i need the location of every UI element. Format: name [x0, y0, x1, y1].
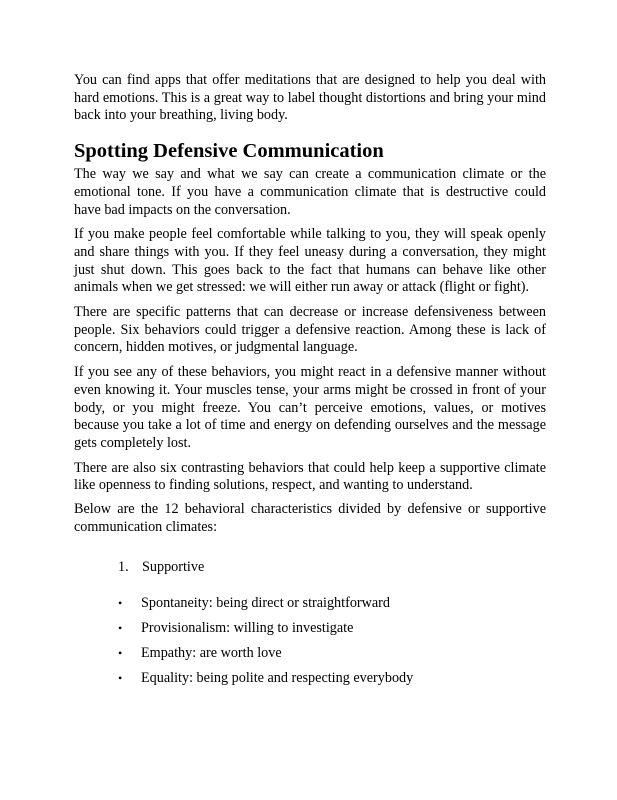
list-item: [74, 594, 546, 612]
bullet-icon: •: [118, 621, 123, 636]
bullet-icon: •: [118, 596, 123, 611]
list-item-text: Supportive: [142, 559, 205, 576]
list-item-text: Spontaneity: being direct or straightforward: [141, 595, 391, 612]
body-paragraph: There are also six contrasting behaviors that could help keep a supportive climate like openness to finding solutions, respect, and wanting to understand.: [74, 459, 546, 494]
section-heading: Spotting Defensive Communication: [74, 140, 384, 163]
bullet-icon: •: [118, 671, 123, 686]
body-paragraph: There are specific patterns that can decrease or increase defensiveness between people. Six behaviors could trigger a defensive reaction. Among these is lack of concern, hidden motives, or judgmental language.: [74, 304, 546, 356]
list-item: [74, 644, 546, 662]
list-item-text: Equality: being polite and respecting everybody: [141, 670, 414, 687]
document-page: [74, 72, 546, 694]
list-item: [74, 558, 546, 576]
bullet-list: [74, 594, 546, 687]
body-paragraph: If you make people feel comfortable while talking to you, they will speak openly and share things with you. If they feel uneasy during a conversation, they might just shut down. This goes back to the fact that humans can behave like other animals when we get stressed: we will either run away or attack (flight or fight).: [74, 226, 546, 296]
body-paragraph: The way we say and what we say can create a communication climate or the emotional tone. If you have a communication climate that is destructive could have bad impacts on the conversation.: [74, 166, 546, 218]
numbered-list: [74, 558, 546, 576]
body-paragraph: If you see any of these behaviors, you might react in a defensive manner without even knowing it. Your muscles tense, your arms might be crossed in front of your body, or you might freeze. You can’t perceive emotions, values, or motives because you take a lot of time and energy on defending ourselves and the message gets completely lost.: [74, 364, 546, 451]
body-paragraph: Below are the 12 behavioral characteristics divided by defensive or supportive communication climates:: [74, 501, 546, 535]
intro-paragraph: You can find apps that offer meditations that are designed to help you deal with hard emotions. This is a great way to label thought distortions and bring your mind back into your breathing, living body.: [74, 72, 546, 124]
list-number: 1.: [118, 559, 129, 576]
list-item: [74, 669, 546, 687]
list-item-text: Empathy: are worth love: [141, 645, 282, 662]
list-item-text: Provisionalism: willing to investigate: [141, 620, 354, 637]
bullet-icon: •: [118, 646, 123, 661]
list-item: [74, 619, 546, 637]
